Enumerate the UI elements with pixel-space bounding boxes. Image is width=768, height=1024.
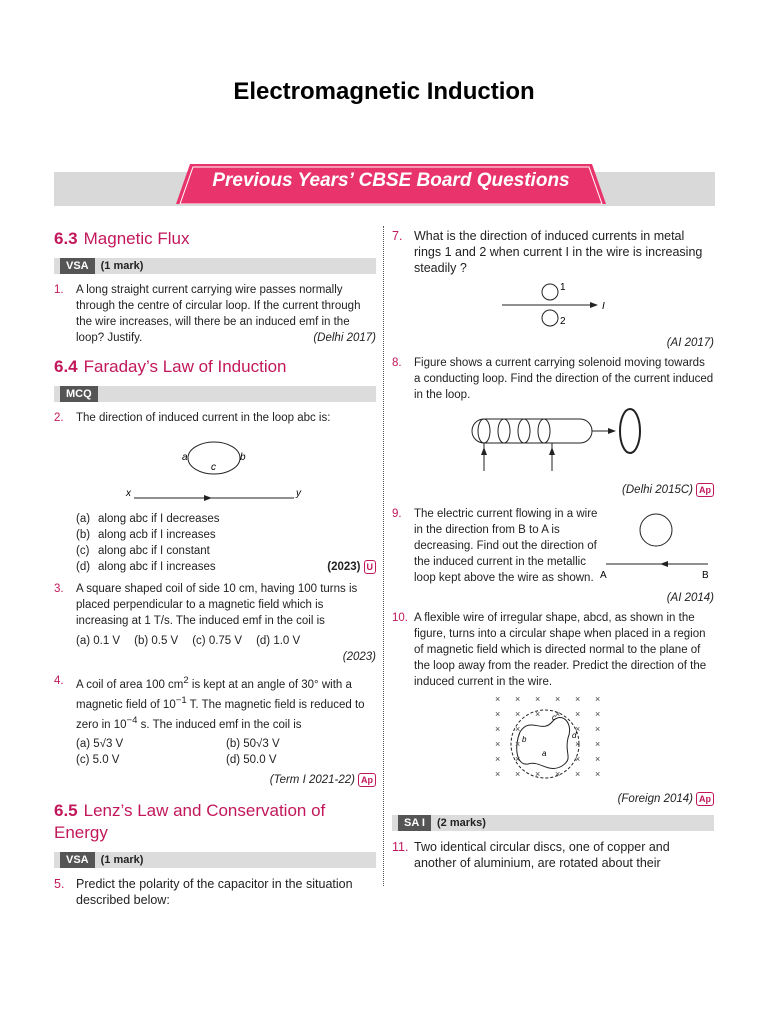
arrow-icon	[481, 447, 487, 455]
badge-icon: Ap	[358, 773, 376, 787]
section-number: 6.4	[54, 357, 78, 376]
label-b: b	[240, 452, 246, 463]
source-text: (2023)	[327, 561, 361, 573]
question-number: 7.	[392, 229, 403, 243]
question-type-row	[54, 852, 376, 868]
question-number: 2.	[54, 412, 64, 424]
question-number: 5.	[54, 877, 65, 892]
metallic-loop	[640, 514, 672, 546]
question-10	[392, 610, 714, 690]
label-c: c	[211, 462, 216, 473]
field-cross-icon: ×	[495, 754, 501, 764]
column-divider	[383, 226, 384, 886]
question-text: Figure shows a current carrying solenoid moving towards a conducting loop. Find the direction of the current induced in the loop.	[414, 357, 714, 401]
option[interactable]: (b) 50√3 V	[226, 738, 280, 751]
label-b: B	[702, 570, 709, 581]
section-number: 6.5	[54, 801, 78, 821]
solenoid-figure	[392, 407, 714, 477]
field-cross-icon: ×	[575, 694, 581, 704]
arrow-icon	[590, 302, 598, 308]
field-cross-icon: ×	[595, 754, 601, 764]
ring-2	[542, 310, 558, 326]
question-text: A flexible wire of irregular shape, abcd, as shown in the figure, turns into a circular shape when placed in a region of magnetic field which is directed normal to the plane of the loop away from the reader. Predict the direction of the induced current in the wire.	[414, 612, 707, 688]
option[interactable]	[76, 543, 376, 559]
right-column	[392, 228, 714, 875]
field-cross-icon: ×	[495, 694, 501, 704]
label-y: y	[296, 488, 301, 499]
section-title: Magnetic Flux	[83, 229, 190, 248]
option-text: along acb if I increases	[98, 529, 216, 541]
badge-icon: U	[364, 560, 377, 574]
question-5	[54, 876, 376, 908]
question-9	[392, 506, 714, 590]
label-a: a	[542, 749, 547, 758]
question-11	[392, 839, 714, 871]
question-number: 1.	[54, 284, 64, 296]
question-1	[54, 282, 376, 346]
field-cross-icon: ×	[515, 769, 521, 779]
source-label	[54, 772, 376, 788]
badge-icon: Ap	[696, 483, 714, 497]
field-cross-icon: ×	[515, 754, 521, 764]
option[interactable]	[76, 527, 376, 543]
section-heading-6-4	[54, 356, 376, 378]
question-number: 11.	[392, 840, 409, 854]
question-text: The electric current flowing in a wire in the direction from B to A is decreasing. Find out the direction of the induced current in the metallic loop kept above the wire as shown.	[414, 508, 598, 584]
field-cross-icon: ×	[515, 694, 521, 704]
arrow-icon	[549, 447, 555, 455]
ring-label-2: 2	[560, 316, 566, 327]
marks-label: (1 mark)	[100, 260, 144, 272]
question-number: 9.	[392, 508, 402, 520]
coil-turn	[518, 419, 530, 443]
question-8	[392, 355, 714, 403]
label-x: x	[126, 488, 131, 499]
question-text: What is the direction of induced currents in metal rings 1 and 2 when current I in the wire is increasing steadily ?	[414, 229, 703, 275]
question-type-row	[54, 258, 376, 274]
option-text: along abc if I decreases	[98, 513, 220, 525]
field-cross-icon: ×	[495, 709, 501, 719]
question-3	[54, 581, 376, 629]
source-label: (AI 2014)	[666, 592, 714, 604]
question-7	[392, 228, 714, 276]
coil-turn	[498, 419, 510, 443]
circular-region	[511, 710, 579, 778]
text-part: T. The magnetic field is reduced to zero in 10	[76, 698, 365, 731]
loop-abc-figure	[54, 430, 376, 506]
field-cross-icon: ×	[515, 724, 521, 734]
option-label: (c)	[76, 545, 90, 557]
left-column	[54, 222, 376, 912]
field-cross-icon: ×	[575, 769, 581, 779]
section-heading-6-5	[54, 800, 376, 844]
section-number: 6.3	[54, 229, 78, 248]
field-cross-icon: ×	[575, 709, 581, 719]
option[interactable]: (b) 0.5 V	[134, 635, 179, 647]
field-cross-icon: ×	[535, 709, 541, 719]
option-label: (d)	[76, 561, 91, 573]
field-cross-icon: ×	[575, 739, 581, 749]
field-cross-icon: ×	[595, 724, 601, 734]
field-cross-icon: ×	[535, 694, 541, 704]
question-text	[76, 673, 376, 732]
marks-label: (1 mark)	[100, 854, 144, 867]
question-type-row	[54, 386, 376, 402]
text-part: s. The induced emf in the coil is	[137, 718, 302, 731]
source-text: (Delhi 2015C)	[622, 484, 693, 496]
arrow-icon	[608, 428, 616, 434]
question-number: 8.	[392, 357, 402, 369]
source-label: (Delhi 2017)	[313, 332, 376, 344]
field-cross-icon: ×	[595, 739, 601, 749]
source-text: (Term I 2021-22)	[269, 774, 355, 787]
label-a: a	[182, 452, 188, 463]
option-label: (b)	[76, 529, 91, 541]
label-b: b	[522, 735, 527, 744]
superscript: −4	[126, 714, 138, 726]
option[interactable]	[76, 511, 376, 527]
banner	[54, 160, 715, 208]
source-text: (Foreign 2014)	[617, 793, 693, 805]
option[interactable]: (a) 0.1 V	[76, 635, 121, 647]
option-label: (a)	[76, 513, 91, 525]
coil-turn	[478, 419, 490, 443]
type-tag: VSA	[60, 258, 95, 274]
field-cross-icon: ×	[495, 724, 501, 734]
type-tag: MCQ	[60, 386, 98, 402]
question-number: 4.	[54, 675, 64, 687]
label-c: c	[552, 713, 556, 722]
rings-figure	[392, 280, 714, 330]
badge-icon: Ap	[696, 792, 714, 806]
type-tag: VSA	[60, 852, 95, 868]
section-heading-6-3	[54, 228, 376, 250]
field-cross-icon: ×	[495, 739, 501, 749]
question-4	[54, 673, 376, 732]
superscript: 2	[183, 675, 189, 686]
question-text: A long straight current carrying wire passes normally through the centre of circular loop. If the current through the wire increases, will there be an induced emf in the loop? Justify.	[76, 284, 361, 344]
option[interactable]: (a) 5√3 V	[76, 738, 124, 751]
field-cross-icon: ×	[575, 724, 581, 734]
option-text: along abc if I increases	[98, 561, 216, 573]
question-type-row	[392, 815, 714, 831]
options-q2	[76, 511, 376, 575]
coil-turn	[538, 419, 550, 443]
text-part: A coil of area 100 cm	[76, 678, 184, 691]
options-q4	[76, 736, 376, 768]
field-cross-icon: ×	[555, 769, 561, 779]
field-cross-icon: ×	[595, 769, 601, 779]
section-title: Lenz’s Law and Conservation of Energy	[54, 801, 326, 843]
field-cross-icon: ×	[515, 709, 521, 719]
option[interactable]: (c) 0.75 V	[192, 635, 243, 647]
marks-label: (2 marks)	[437, 817, 486, 829]
field-cross-icon: ×	[515, 739, 521, 749]
option[interactable]: (d) 50.0 V	[226, 754, 277, 767]
field-cross-icon: ×	[595, 709, 601, 719]
document-title: Electromagnetic Induction	[233, 78, 535, 105]
text-part: is kept at an angle of 30° with a magnetic field of 10	[76, 678, 352, 711]
current-label: I	[602, 301, 605, 312]
question-text: A square shaped coil of side 10 cm, having 100 turns is placed perpendicular to a magnetic field which is increasing at 1 T/s. The induced emf in the coil is	[76, 583, 358, 627]
field-cross-icon: ×	[555, 709, 561, 719]
question-number: 3.	[54, 583, 64, 595]
option[interactable]: (c) 5.0 V	[76, 754, 120, 767]
question-text: The direction of induced current in the loop abc is:	[76, 412, 331, 424]
label-a: A	[600, 570, 607, 581]
field-cross-icon: ×	[555, 694, 561, 704]
flexible-wire-figure	[392, 694, 714, 786]
section-title: Faraday’s Law of Induction	[83, 357, 287, 376]
arrow-icon	[204, 495, 212, 501]
field-cross-icon: ×	[535, 769, 541, 779]
question-text: Predict the polarity of the capacitor in the situation described below:	[76, 877, 353, 908]
source-label: (2023)	[342, 651, 376, 663]
source-label	[392, 791, 714, 807]
options-q3	[76, 633, 376, 649]
ring-label-1: 1	[560, 282, 566, 293]
source-label	[392, 482, 714, 498]
question-text: Two identical circular discs, one of copper and another of aluminium, are rotated about their	[414, 840, 670, 870]
loop-above-wire-figure	[598, 506, 714, 586]
arrow-icon	[660, 561, 668, 567]
source-label	[327, 559, 376, 575]
question-number: 10.	[392, 612, 408, 624]
option[interactable]: (d) 1.0 V	[256, 635, 301, 647]
field-cross-icon: ×	[495, 769, 501, 779]
field-cross-icon: ×	[575, 754, 581, 764]
superscript: −1	[175, 694, 187, 706]
source-label: (AI 2017)	[666, 337, 714, 349]
question-2	[54, 410, 376, 426]
label-d: d	[572, 731, 577, 740]
field-cross-icon: ×	[595, 694, 601, 704]
question-9-text-block	[392, 506, 598, 586]
option-text: along abc if I constant	[98, 545, 210, 557]
ring-1	[542, 284, 558, 300]
conducting-loop	[620, 409, 640, 453]
banner-title: Previous Years’ CBSE Board Questions	[212, 170, 570, 191]
option[interactable]	[76, 559, 376, 575]
type-tag: SA I	[398, 815, 431, 831]
